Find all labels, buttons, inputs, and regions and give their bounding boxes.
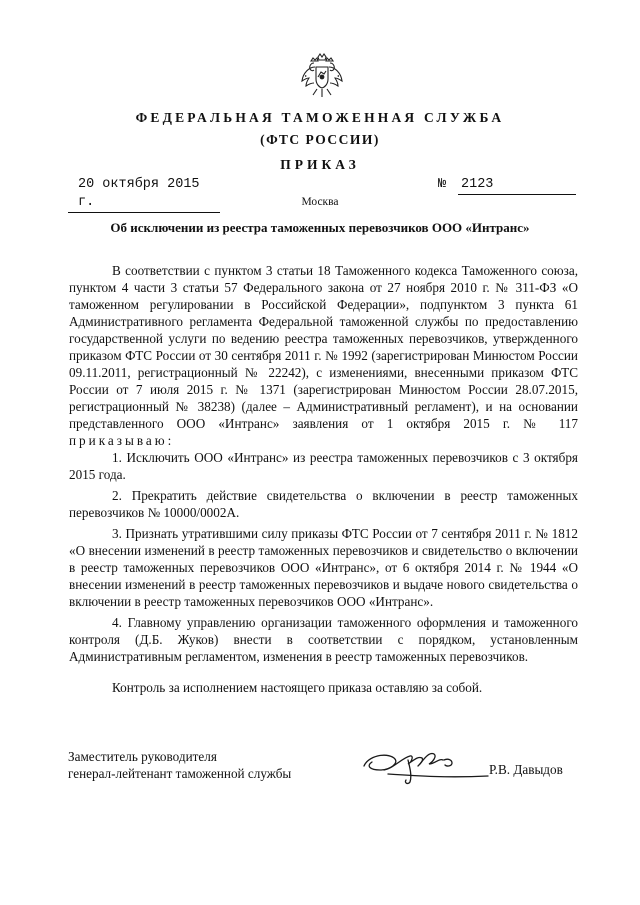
control-paragraph: Контроль за исполнением настоящего приказа оставляю за собой.	[112, 680, 483, 695]
order-body	[69, 262, 578, 696]
signatory-position	[68, 748, 291, 782]
order-item-4: 4. Главному управлению организации таможенного оформления и таможенного контроля (Д.Б. Жуков) внести в соответствии с порядком, установленным Административным регламентом, изменения в реестр таможенных перевозчиков.	[69, 615, 578, 664]
city-name: Москва	[301, 196, 339, 208]
preamble-text: В соответствии с пунктом 3 статьи 18 Таможенного кодекса Таможенного союза, пунктом 4 части 3 статьи 57 Федерального закона от 27 ноября 2010 г. № 311-ФЗ «О таможенном регулировании в Российской Федерации», подпунктом 3 пункта 61 Административного регламента Федеральной таможенной службы по предоставлению государственной услуги по ведению реестра таможенных перевозчиков, утвержденного приказом ФТС России от 30 сентября 2011 г. № 1992 (зарегистрирован Минюстом России 09.11.2011, регистрационный № 22242), с изменениями, внесенными приказом ФТС России от 7 июля 2015 г. № 1371 (зарегистрирован Минюстом России 28.07.2015, регистрационный № 38238) (далее – Административный регламент), и на основании представленного ООО «Интранс» заявления от 1 октября 2015 г. № 117	[69, 263, 578, 431]
order-word: приказываю:	[69, 433, 175, 448]
signatory-name: Р.В. Давыдов	[489, 762, 563, 777]
order-item-2: 2. Прекратить действие свидетельства о включении в реестр таможенных перевозчиков № 10000/0002А.	[69, 488, 578, 520]
order-item-3: 3. Признать утратившими силу приказы ФТС России от 7 сентября 2011 г. № 1812 «О внесении изменений в реестр таможенных перевозчиков и свидетельство о включении в реестр таможенных перевозчиков ООО «Интранс», от 6 октября 2014 г. № 1944 «О внесении изменений в реестр таможенных перевозчиков и выдаче нового свидетельства о включении в реестр таможенных перевозчиков ООО «Интранс».	[69, 526, 578, 609]
order-number-block	[438, 176, 580, 195]
agency-abbreviation: (ФТС РОССИИ)	[260, 132, 380, 147]
number-sign: №	[438, 177, 447, 192]
document-type-title: ПРИКАЗ	[280, 157, 360, 172]
signatory-position-line-1: Заместитель руководителя	[68, 749, 217, 764]
order-number: 2123	[458, 176, 576, 195]
preamble-paragraph	[69, 262, 578, 449]
signatory-position-line-2: генерал-лейтенант таможенной службы	[68, 766, 292, 781]
order-date: 20 октября 2015 г.	[68, 176, 220, 213]
handwritten-signature	[358, 740, 498, 786]
agency-name: ФЕДЕРАЛЬНАЯ ТАМОЖЕННАЯ СЛУЖБА	[135, 110, 505, 125]
coat-of-arms-emblem	[301, 53, 343, 99]
order-item-1: 1. Исключить ООО «Интранс» из реестра таможенных перевозчиков с 3 октября 2015 года.	[69, 450, 578, 482]
order-subject: Об исключении из реестра таможенных перевозчиков ООО «Интранс»	[110, 220, 530, 235]
